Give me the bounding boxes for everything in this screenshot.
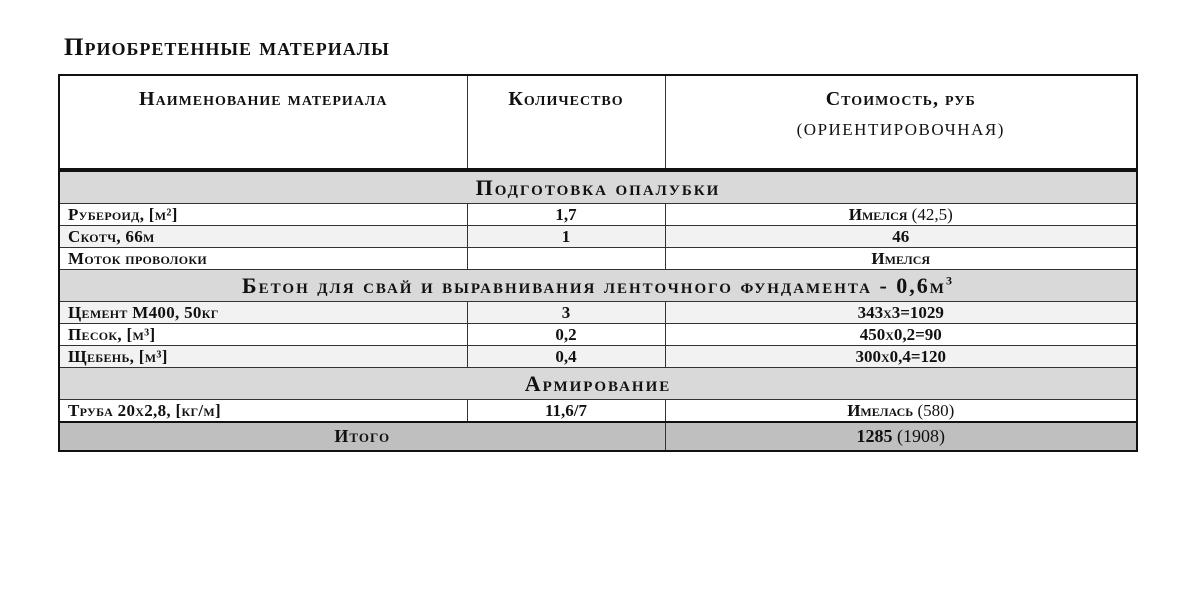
header-quantity: Количество xyxy=(467,75,665,170)
table-row xyxy=(59,204,1137,226)
materials-table xyxy=(58,74,1138,452)
material-quantity: 1,7 xyxy=(467,204,665,226)
total-row xyxy=(59,422,1137,451)
table-row xyxy=(59,302,1137,324)
table-row xyxy=(59,248,1137,270)
table-row xyxy=(59,226,1137,248)
total-label: Итого xyxy=(59,422,665,451)
material-name: Моток проволоки xyxy=(59,248,467,270)
material-name: Цемент М400, 50кг xyxy=(59,302,467,324)
header-cost-sub: (ОРИЕНТИРОВОЧНАЯ) xyxy=(796,120,1005,139)
material-cost-value: Имелся xyxy=(848,204,908,224)
section-row xyxy=(59,368,1137,400)
section-row xyxy=(59,270,1137,302)
table-row xyxy=(59,324,1137,346)
material-cost xyxy=(665,248,1137,270)
table-row xyxy=(59,346,1137,368)
material-cost xyxy=(665,204,1137,226)
material-cost xyxy=(665,226,1137,248)
section-title-text: Подготовка опалубки xyxy=(475,174,721,200)
material-cost-value: 450х0,2=90 xyxy=(859,324,942,344)
material-cost-value: 300х0,4=120 xyxy=(855,346,947,366)
material-cost xyxy=(665,400,1137,423)
material-cost xyxy=(665,302,1137,324)
section-title xyxy=(59,270,1137,302)
material-name: Щебень, [м³] xyxy=(59,346,467,368)
table-header-row xyxy=(59,75,1137,170)
header-material-name: Наименование материала xyxy=(59,75,467,170)
material-name: Песок, [м³] xyxy=(59,324,467,346)
table-row xyxy=(59,400,1137,423)
material-quantity: 0,4 xyxy=(467,346,665,368)
section-title-text: Бетон для свай и выравнивания ленточного фундамента - 0,6м xyxy=(242,272,946,298)
material-cost-note: (42,5) xyxy=(907,204,953,224)
section-title xyxy=(59,170,1137,204)
material-cost-value: Имелся xyxy=(871,248,931,268)
material-quantity xyxy=(467,248,665,270)
material-name: Рубероид, [м²] xyxy=(59,204,467,226)
material-quantity: 11,6/7 xyxy=(467,400,665,423)
material-name: Скотч, 66м xyxy=(59,226,467,248)
section-title-text: Армирование xyxy=(524,370,672,396)
material-quantity: 1 xyxy=(467,226,665,248)
total-cost xyxy=(665,422,1137,451)
section-row xyxy=(59,170,1137,204)
total-cost-value: 1285 xyxy=(856,426,893,446)
section-title-superscript: 3 xyxy=(945,273,954,288)
material-quantity: 3 xyxy=(467,302,665,324)
material-cost-value: 343х3=1029 xyxy=(857,302,944,322)
material-quantity: 0,2 xyxy=(467,324,665,346)
material-cost-note: (580) xyxy=(913,400,955,420)
document-title: Приобретенные материалы xyxy=(64,34,390,61)
header-cost-label: Стоимость, руб xyxy=(825,88,976,110)
material-cost xyxy=(665,324,1137,346)
header-cost xyxy=(665,75,1137,170)
material-name: Труба 20х2,8, [кг/м] xyxy=(59,400,467,423)
section-title xyxy=(59,368,1137,400)
material-cost xyxy=(665,346,1137,368)
material-cost-value: Имелась xyxy=(847,400,914,420)
total-cost-note: (1908) xyxy=(892,426,945,446)
material-cost-value: 46 xyxy=(892,226,910,246)
